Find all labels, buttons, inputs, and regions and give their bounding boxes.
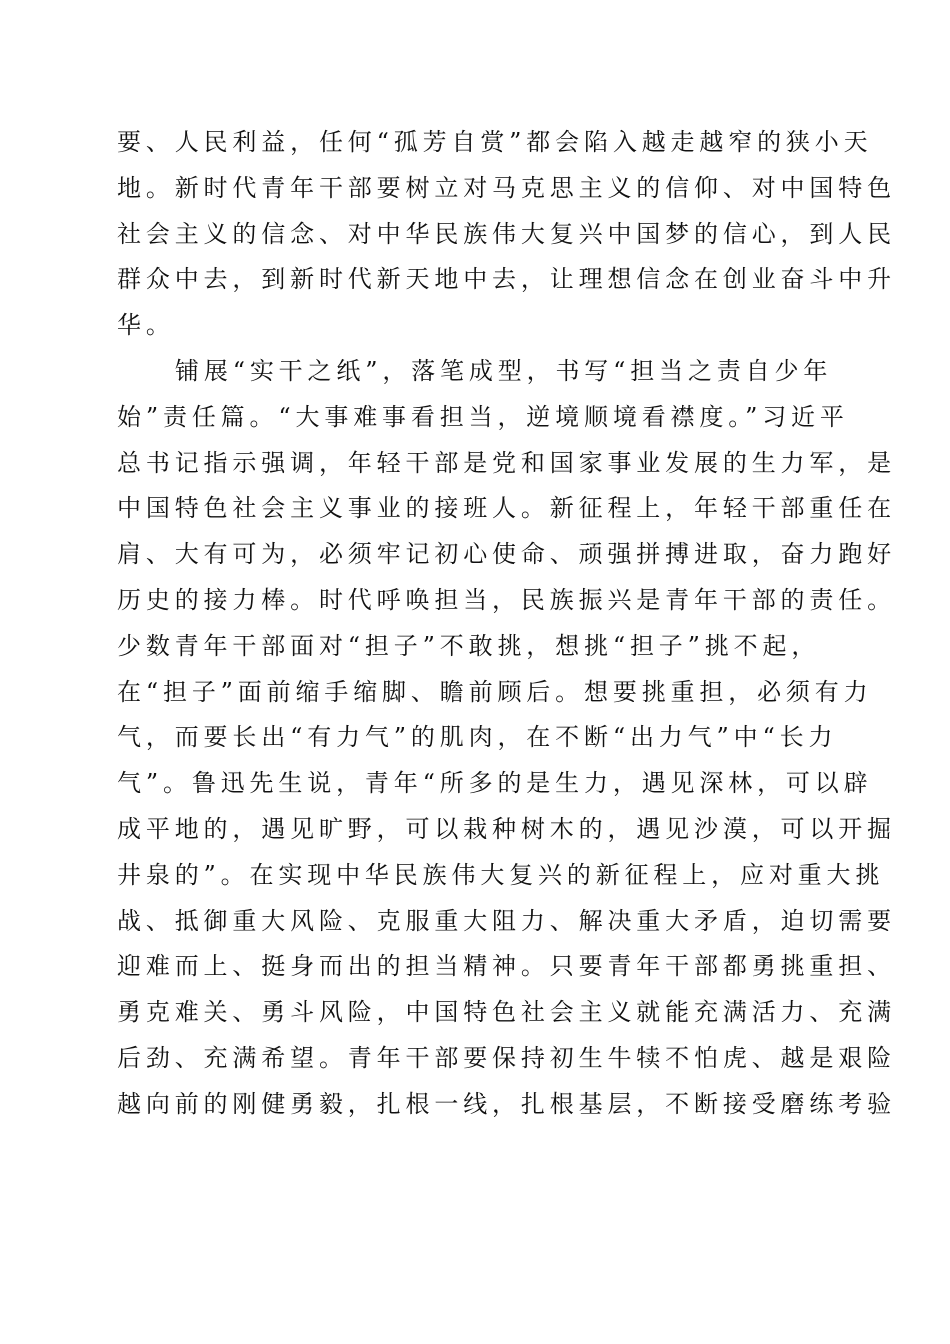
text-line: 地。新时代青年干部要树立对马克思主义的信仰、对中国特色	[117, 173, 896, 202]
text-line: 气，而要长出“有力气”的肌肉，在不断“出力气”中“长力	[117, 723, 838, 752]
text-line: 勇克难关、勇斗风险，中国特色社会主义就能充满活力、充满	[117, 998, 896, 1027]
text-line: 肩、大有可为，必须牢记初心使命、顽强拼搏进取，奋力跑好	[117, 540, 896, 569]
text-line: 中国特色社会主义事业的接班人。新征程上，年轻干部重任在	[117, 494, 896, 523]
text-line: 战、抵御重大风险、克服重大阻力、解决重大矛盾，迫切需要	[117, 906, 896, 935]
text-line: 要、人民利益，任何“孤芳自赏”都会陷入越走越窄的狭小天	[117, 128, 873, 156]
text-line: 始”责任篇。“大事难事看担当，逆境顺境看襟度。”习近平	[117, 402, 849, 431]
text-line: 气”。鲁迅先生说，青年“所多的是生力，遇见深林，可以辟	[117, 769, 873, 798]
text-line: 历史的接力棒。时代呼唤担当，民族振兴是青年干部的责任。	[117, 585, 896, 614]
body-text	[117, 120, 896, 1128]
text-line: 成平地的，遇见旷野，可以栽种树木的，遇见沙漠，可以开掘	[117, 814, 896, 843]
text-line: 井泉的”。在实现中华民族伟大复兴的新征程上，应对重大挑	[117, 860, 885, 889]
text-line: 迎难而上、挺身而出的担当精神。只要青年干部都勇挑重担、	[117, 952, 896, 981]
paragraph-first-line: 铺展“实干之纸”，落笔成型，书写“担当之责自少年	[175, 356, 833, 385]
text-line: 少数青年干部面对“担子”不敢挑，想挑“担子”挑不起，	[117, 631, 821, 660]
text-line: 在“担子”面前缩手缩脚、瞻前顾后。想要挑重担，必须有力	[117, 677, 873, 706]
text-line: 总书记指示强调，年轻干部是党和国家事业发展的生力军，是	[117, 448, 896, 477]
text-line: 越向前的刚健勇毅，扎根一线，扎根基层，不断接受磨练考验	[117, 1089, 896, 1118]
text-line: 社会主义的信念、对中华民族伟大复兴中国梦的信心，到人民	[117, 219, 896, 248]
text-line: 华。	[117, 311, 175, 340]
text-line: 群众中去，到新时代新天地中去，让理想信念在创业奋斗中升	[117, 265, 896, 294]
text-line: 后劲、充满希望。青年干部要保持初生牛犊不怕虎、越是艰险	[117, 1043, 896, 1072]
